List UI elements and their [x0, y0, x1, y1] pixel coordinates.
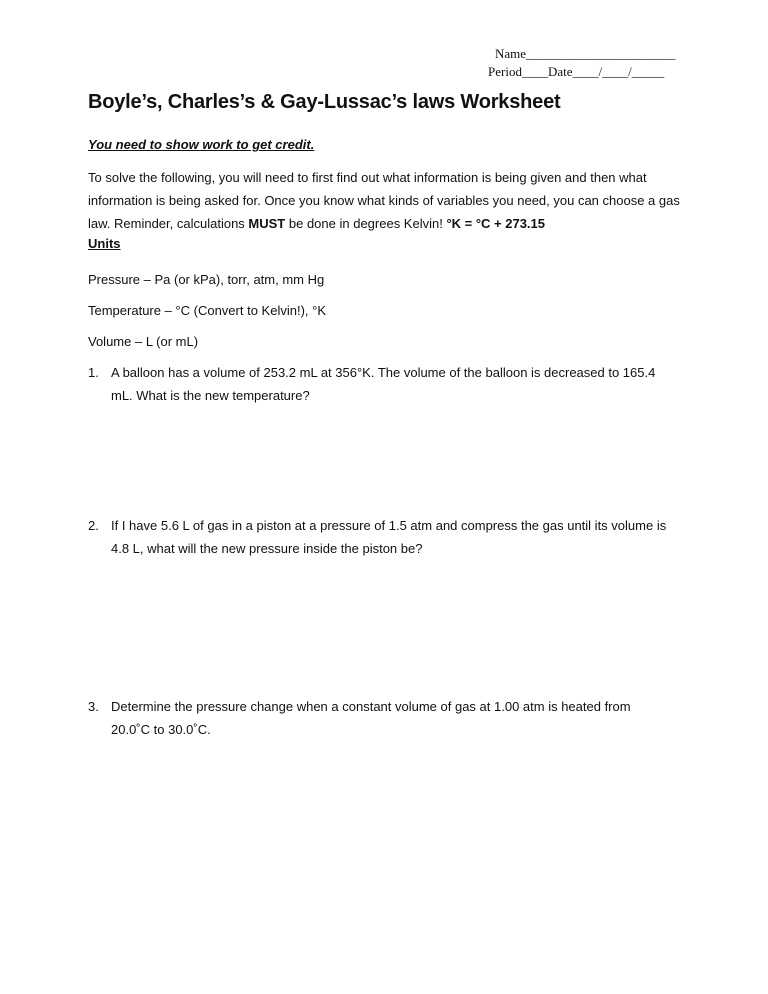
instructions-text: be done in degrees Kelvin!	[285, 216, 447, 231]
pressure-units: Pressure – Pa (or kPa), torr, atm, mm Hg	[88, 272, 325, 287]
question-number: 2.	[88, 518, 99, 533]
instructions-line-3	[88, 212, 688, 235]
temperature-units: Temperature – °C (Convert to Kelvin!), °K	[88, 303, 326, 318]
kelvin-conversion-formula: °K = °C + 273.15	[446, 216, 546, 231]
period-date-field-line: Period____Date____/____/_____	[488, 64, 665, 79]
instructions-paragraph	[88, 166, 688, 235]
question-number: 1.	[88, 365, 99, 380]
question-text: 4.8 L, what will the new pressure inside the piston be?	[111, 541, 423, 556]
units-heading: Units	[88, 236, 121, 251]
question-text: mL. What is the new temperature?	[111, 388, 310, 403]
instructions-line-1: To solve the following, you will need to first find out what information is being given and then what	[88, 170, 647, 185]
worksheet-title: Boyle’s, Charles’s & Gay-Lussac’s laws Worksheet	[88, 91, 561, 113]
question-2	[88, 514, 681, 560]
question-text: 20.0˚C to 30.0˚C.	[111, 722, 211, 737]
question-text: Determine the pressure change when a constant volume of gas at 1.00 atm is heated from	[111, 699, 631, 714]
question-3	[88, 695, 681, 741]
volume-units: Volume – L (or mL)	[88, 334, 199, 349]
question-1	[88, 361, 681, 407]
name-field-line: Name_______________________	[495, 46, 676, 61]
question-text: If I have 5.6 L of gas in a piston at a pressure of 1.5 atm and compress the gas until its volume is	[111, 518, 667, 533]
emphasis-must: MUST	[248, 216, 286, 231]
student-info-header	[488, 45, 683, 81]
instructions-line-2: information is being asked for. Once you know what kinds of variables you need, you can choose a gas	[88, 193, 680, 208]
instructions-text: law. Reminder, calculations	[88, 216, 249, 231]
question-text: A balloon has a volume of 253.2 mL at 356°K. The volume of the balloon is decreased to 165.4	[111, 365, 656, 380]
work-requirement-note: You need to show work to get credit.	[88, 137, 315, 152]
question-number: 3.	[88, 699, 99, 714]
